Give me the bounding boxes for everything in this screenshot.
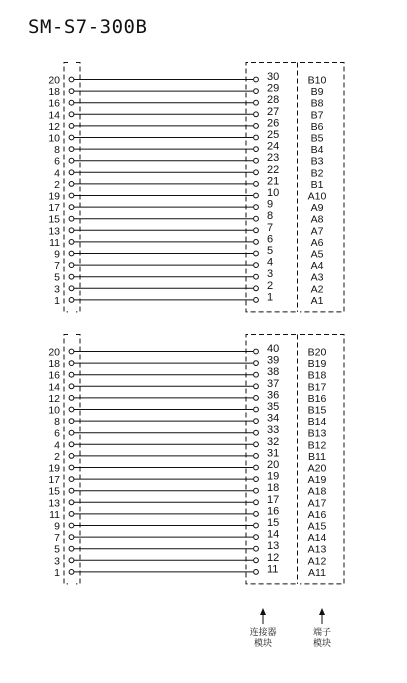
terminal-caption-line1: 端子: [312, 628, 331, 638]
connector-pin-terminal: [254, 454, 259, 459]
left-pin-label: 7: [54, 532, 60, 545]
connector-pin-label: 7: [267, 221, 274, 234]
left-pin-label: 2: [54, 450, 60, 463]
left-pin-label: 17: [48, 474, 60, 487]
left-pin-terminal: [69, 135, 74, 140]
terminal-label: B17: [307, 381, 327, 394]
connector-pin-terminal: [254, 251, 259, 256]
left-pin-terminal: [69, 488, 74, 493]
connector-pin-label: 22: [267, 163, 280, 176]
connector-pin-label: 32: [267, 435, 280, 448]
connector-pin-terminal: [254, 500, 259, 505]
left-pin-label: 9: [54, 248, 60, 261]
left-pin-terminal: [69, 570, 74, 575]
terminal-label: A11: [308, 566, 326, 579]
terminal-label: A10: [307, 190, 327, 203]
connector-pin-terminal: [254, 442, 259, 447]
left-pin-terminal: [69, 407, 74, 412]
left-pin-terminal: [69, 419, 74, 424]
left-pin-label: 18: [48, 358, 60, 371]
terminal-label: A6: [310, 236, 324, 249]
connector-pin-label: 17: [267, 493, 280, 506]
left-pin-terminal: [69, 112, 74, 117]
terminal-label: B13: [307, 427, 327, 440]
connector-pin-terminal: [254, 558, 259, 563]
terminal-label: B3: [310, 155, 324, 168]
connector-pin-terminal: [254, 216, 259, 221]
connector-pin-label: 38: [267, 366, 280, 379]
connector-pin-terminal: [254, 89, 259, 94]
connector-pin-terminal: [254, 112, 259, 117]
left-pin-terminal: [69, 546, 74, 551]
connector-pin-terminal: [254, 396, 259, 401]
left-pin-terminal: [69, 158, 74, 163]
terminal-label: B8: [310, 97, 324, 110]
connector-pin-label: 14: [267, 528, 280, 541]
connector-pin-label: 20: [267, 459, 280, 471]
connector-pin-terminal: [254, 384, 259, 389]
connector-pin-terminal: [254, 158, 259, 163]
terminal-label: B2: [310, 167, 324, 180]
connector-pin-terminal: [254, 193, 259, 198]
terminal-label: A8: [310, 213, 324, 226]
connector-pin-label: 28: [267, 94, 280, 107]
left-pin-terminal: [69, 500, 74, 505]
left-pin-terminal: [69, 170, 74, 175]
terminal-label: B1: [310, 178, 324, 191]
terminal-label: B20: [307, 346, 327, 359]
connector-pin-terminal: [254, 546, 259, 551]
connector-module-caption: [243, 628, 283, 650]
terminal-label: B6: [310, 120, 324, 133]
connector-pin-terminal: [254, 430, 259, 435]
left-pin-label: 5: [54, 543, 60, 556]
connector-pin-label: 31: [267, 447, 280, 460]
terminal-label: A5: [310, 248, 324, 261]
left-pin-terminal: [69, 396, 74, 401]
connector-pin-terminal: [254, 135, 259, 140]
left-pin-terminal: [69, 228, 74, 233]
connector-pin-label: 35: [267, 401, 280, 413]
left-pin-label: 20: [48, 74, 60, 87]
terminal-label: A3: [310, 271, 324, 284]
connector-pin-label: 23: [267, 152, 280, 165]
terminal-caption-line2: 模块: [312, 639, 331, 649]
left-pin-terminal: [69, 100, 74, 105]
left-pin-label: 19: [48, 190, 60, 203]
terminal-label: B16: [307, 392, 327, 405]
left-pin-label: 11: [49, 508, 60, 521]
connector-pin-terminal: [254, 100, 259, 105]
connector-pin-terminal: [254, 77, 259, 82]
terminal-label: A18: [307, 485, 327, 498]
left-pin-label: 12: [48, 120, 60, 133]
connector-pin-label: 2: [267, 279, 274, 292]
left-pin-label: 3: [54, 283, 60, 296]
terminal-label: A20: [307, 462, 327, 475]
connector-pin-terminal: [254, 523, 259, 528]
left-pin-terminal: [69, 251, 74, 256]
left-pin-terminal: [69, 77, 74, 82]
left-pin-terminal: [69, 286, 74, 291]
connector-pin-terminal: [254, 240, 259, 245]
left-pin-label: 13: [48, 497, 60, 510]
connector-pin-label: 6: [267, 233, 274, 246]
connector-pin-terminal: [254, 477, 259, 482]
terminal-label: A2: [310, 283, 324, 296]
connector-pin-label: 30: [267, 71, 280, 83]
connector-pin-terminal: [254, 274, 259, 279]
left-pin-terminal: [69, 205, 74, 210]
left-pin-terminal: [69, 240, 74, 245]
left-pin-label: 5: [54, 271, 60, 284]
left-pin-terminal: [69, 442, 74, 447]
left-pin-label: 4: [54, 439, 60, 452]
left-pin-terminal: [69, 512, 74, 517]
left-pin-terminal: [69, 124, 74, 129]
connector-pin-label: 18: [267, 482, 280, 495]
left-pin-label: 13: [48, 225, 60, 238]
connector-pin-terminal: [254, 182, 259, 187]
left-pin-terminal: [69, 263, 74, 268]
terminal-label: A16: [307, 508, 327, 521]
left-pin-label: 15: [48, 213, 60, 226]
terminal-label: B15: [307, 404, 327, 417]
connector-pin-terminal: [254, 298, 259, 303]
terminal-label: B14: [307, 416, 327, 429]
connector-pin-terminal: [254, 361, 259, 366]
left-pin-label: 3: [54, 555, 60, 568]
left-pin-label: 20: [48, 346, 60, 359]
left-pin-label: 4: [54, 167, 60, 180]
left-pin-terminal: [69, 523, 74, 528]
connector-pin-label: 1: [267, 291, 274, 304]
connector-pin-label: 26: [267, 117, 280, 130]
terminal-label: B18: [307, 369, 327, 382]
left-pin-label: 10: [48, 404, 60, 417]
terminal-label: B5: [310, 132, 324, 145]
left-pin-label: 18: [48, 86, 60, 99]
left-pin-label: 16: [48, 369, 60, 382]
left-pin-label: 8: [54, 144, 60, 157]
connector-pin-terminal: [254, 419, 259, 424]
left-pin-terminal: [69, 349, 74, 354]
connector-pin-label: 37: [267, 377, 280, 390]
connector-pin-terminal: [254, 205, 259, 210]
connector-arrow-head: [260, 608, 266, 615]
left-pin-label: 7: [54, 260, 60, 273]
terminal-label: A4: [310, 260, 324, 273]
left-pin-terminal: [69, 216, 74, 221]
connector-caption-line1: 连接器: [249, 628, 277, 638]
terminal-label: B4: [310, 144, 324, 157]
left-pin-terminal: [69, 182, 74, 187]
terminal-label: A19: [307, 474, 327, 487]
terminal-label: B10: [307, 74, 327, 87]
connector-pin-terminal: [254, 407, 259, 412]
terminal-label: B11: [308, 450, 326, 463]
left-pin-label: 2: [54, 178, 60, 191]
left-pin-terminal: [69, 147, 74, 152]
connector-pin-terminal: [254, 512, 259, 517]
left-pin-label: 1: [54, 294, 60, 307]
left-pin-terminal: [69, 454, 74, 459]
terminal-module-caption: [302, 628, 342, 650]
connector-pin-label: 5: [267, 245, 274, 257]
connector-pin-label: 21: [267, 175, 280, 188]
connector-pin-terminal: [254, 570, 259, 575]
diagram-title: SM-S7-300B: [28, 16, 148, 38]
left-pin-terminal: [69, 89, 74, 94]
connector-pin-label: 4: [267, 256, 274, 269]
connector-pin-label: 11: [267, 563, 279, 576]
left-pin-terminal: [69, 274, 74, 279]
connector-pin-terminal: [254, 465, 259, 470]
connector-pin-terminal: [254, 263, 259, 268]
connector-pin-label: 39: [267, 354, 280, 367]
connector-pin-label: 15: [267, 517, 280, 529]
left-pin-label: 19: [48, 462, 60, 475]
left-pin-terminal: [69, 384, 74, 389]
connector-pin-label: 19: [267, 470, 280, 483]
left-pin-terminal: [69, 361, 74, 366]
connector-pin-terminal: [254, 349, 259, 354]
left-pin-terminal: [69, 430, 74, 435]
connector-pin-label: 3: [267, 268, 274, 281]
terminal-label: A12: [307, 555, 327, 568]
connector-pin-terminal: [254, 147, 259, 152]
terminal-label: A13: [307, 543, 327, 556]
connector-pin-label: 40: [267, 343, 280, 355]
left-pin-label: 12: [48, 392, 60, 405]
left-pin-label: 11: [49, 236, 60, 249]
connector-pin-label: 34: [267, 412, 280, 425]
left-pin-label: 8: [54, 416, 60, 429]
left-pin-label: 10: [48, 132, 60, 145]
connector-pin-terminal: [254, 535, 259, 540]
connector-pin-label: 10: [267, 187, 280, 199]
left-pin-terminal: [69, 372, 74, 377]
terminal-label: A1: [310, 294, 324, 307]
connector-pin-label: 29: [267, 82, 280, 95]
connector-pin-label: 25: [267, 129, 280, 141]
terminal-label: A7: [310, 225, 324, 238]
connector-pin-label: 36: [267, 389, 280, 402]
terminal-label: A14: [307, 532, 327, 545]
terminal-label: B12: [307, 439, 327, 452]
connector-pin-terminal: [254, 124, 259, 129]
terminal-label: A9: [310, 202, 324, 215]
terminal-label: B7: [310, 109, 324, 122]
left-pin-label: 17: [48, 202, 60, 215]
left-pin-label: 6: [54, 155, 60, 168]
left-pin-terminal: [69, 535, 74, 540]
left-pin-terminal: [69, 477, 74, 482]
connector-pin-label: 13: [267, 540, 280, 553]
left-pin-label: 6: [54, 427, 60, 440]
left-pin-label: 14: [48, 109, 60, 122]
connector-pin-label: 9: [267, 198, 274, 211]
left-pin-label: 16: [48, 97, 60, 110]
connector-pin-terminal: [254, 170, 259, 175]
connector-pin-terminal: [254, 488, 259, 493]
connector-caption-line2: 模块: [253, 639, 272, 649]
connector-pin-label: 8: [267, 210, 274, 223]
connector-pin-label: 16: [267, 505, 280, 518]
left-pin-label: 15: [48, 485, 60, 498]
terminal-label: A17: [307, 497, 327, 510]
left-pin-terminal: [69, 465, 74, 470]
left-pin-label: 14: [48, 381, 60, 394]
terminal-label: A15: [307, 520, 327, 533]
left-pin-label: 1: [54, 566, 60, 579]
connector-pin-label: 24: [267, 140, 280, 153]
left-pin-terminal: [69, 558, 74, 563]
left-pin-label: 9: [54, 520, 60, 533]
terminal-label: B19: [307, 358, 327, 371]
left-pin-terminal: [69, 298, 74, 303]
terminal-label: B9: [310, 86, 324, 99]
connector-pin-label: 12: [267, 551, 280, 564]
connector-pin-terminal: [254, 372, 259, 377]
connector-pin-label: 33: [267, 424, 280, 437]
left-pin-terminal: [69, 193, 74, 198]
connector-pin-terminal: [254, 228, 259, 233]
connector-pin-terminal: [254, 286, 259, 291]
terminal-arrow-head: [319, 608, 325, 615]
connector-pin-label: 27: [267, 105, 280, 118]
